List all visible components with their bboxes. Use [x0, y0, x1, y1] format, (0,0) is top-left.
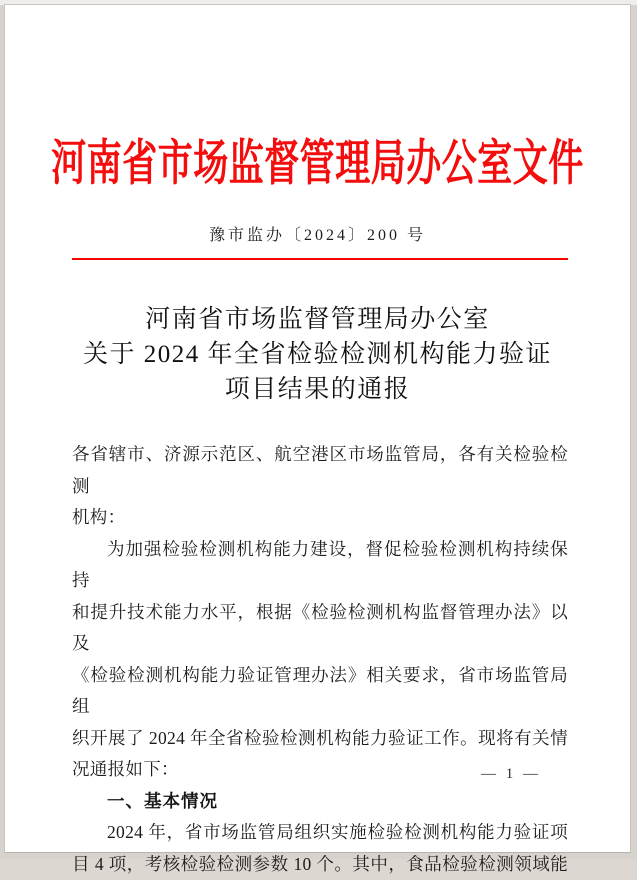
header-divider: [72, 258, 568, 260]
document-title-line-1: 河南省市场监督管理局办公室: [5, 302, 630, 337]
body-line-para1-5: 况通报如下：: [72, 754, 568, 786]
body-section-heading: 一、基本情况: [72, 786, 568, 818]
body-line-para1-4: 织开展了 2024 年全省检验检测机构能力验证工作。现将有关情: [72, 723, 568, 755]
document-title: [5, 302, 630, 407]
document-number: 豫市监办〔2024〕200 号: [5, 223, 630, 249]
body-line-para1-1: 为加强检验检测机构能力建设，督促检验检测机构持续保持: [72, 534, 568, 597]
document-page: [4, 4, 631, 853]
body-line-salutation-2: 机构：: [72, 502, 568, 534]
document-title-line-2: 关于 2024 年全省检验检测机构能力验证: [5, 337, 630, 372]
body-line-para2-1: 2024 年，省市场监管局组织实施检验检测机构能力验证项: [72, 817, 568, 849]
body-line-salutation-1: 各省辖市、济源示范区、航空港区市场监管局，各有关检验检测: [72, 439, 568, 502]
document-body: [72, 439, 568, 880]
body-line-para1-2: 和提升技术能力水平，根据《检验检测机构监督管理办法》以及: [72, 597, 568, 660]
document-title-line-3: 项目结果的通报: [5, 372, 630, 407]
body-line-para2-2: 目 4 项，考核检验检测参数 10 个。其中，食品检验检测领域能: [72, 849, 568, 880]
document-header-title: 河南省市场监督管理局办公室文件: [5, 123, 630, 204]
page-number: — 1 —: [481, 766, 541, 783]
body-line-para1-3: 《检验检测机构能力验证管理办法》相关要求，省市场监管局组: [72, 660, 568, 723]
